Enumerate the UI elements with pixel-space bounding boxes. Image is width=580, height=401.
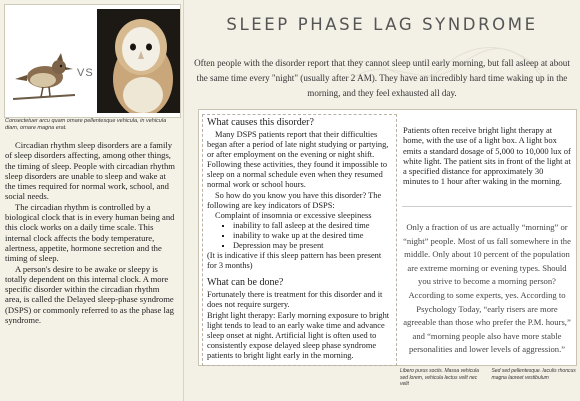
middle-paragraph: Fortunately there is treatment for this disorder and it does not require surgery. <box>207 290 383 310</box>
left-column <box>0 0 184 401</box>
left-paragraph: A person's desire to be awake or sleepy is totally dependent on this internal clock. A more specific disorder within the circadian rhythm area, is called the Delayed sleep-phase syndrome (DSPS) or commonly referred to as the phase lag syndrome. <box>5 263 174 326</box>
middle-paragraph: So how do you know you have this disorder? The following are key indicators of DSPS: <box>207 190 382 210</box>
middle-paragraph: Many DSPS patients report that their difficulties began after a period of late night studying or partying, or after employment on the evening or night shift. Following these activities, they found it impossible to sleep on a normal schedule even when they resumed normal work or school hours. <box>207 130 389 190</box>
indicator-list <box>207 221 393 251</box>
footer-caption-right: Sed sed pellentesque. Iaculis rhoncus magna laoreet vestibulum <box>491 368 576 381</box>
owl-photo <box>97 9 180 113</box>
section-heading: What can be done? <box>207 277 284 289</box>
list-item: ▪ inability to wake up at the desired time <box>233 231 393 241</box>
photo-comparison <box>4 4 181 118</box>
vs-label: VS <box>77 67 94 79</box>
page-title: SLEEP PHASE LAG SYNDROME <box>226 15 538 34</box>
photo-caption: Consectetuer arcu quam ornare pellentesque vehicula, in vehicula diam, ornare magna erat. <box>5 118 167 131</box>
owl-icon <box>97 9 180 113</box>
left-article <box>5 140 177 325</box>
indicator-note: (It is indicative if this sleep pattern has been present for 3 months) <box>207 251 382 271</box>
footer-captions <box>400 368 576 388</box>
list-item: ▪ inability to fall asleep at the desired time <box>233 221 393 231</box>
left-paragraph: The circadian rhythm is controlled by a biological clock that is in every human being and this clock works on a daily time scale. This internal clock affects the body temperature, alertness, appetite, hormone secretion and the timing of sleep. <box>5 201 175 264</box>
morning-person-quote: Only a fraction of us are actually “morning” or “night” people. Most of us fall somewhere in the middle. Only about 10 percent of the population are extreme morning or evening types. Should you strive to become a morning person? According to some experts, yes. According to Psychology Today, “early risers are more agreeable than those who prefer the P.M. hours,” and “morning people also have more stable personalities and lower levels of aggression.” <box>403 222 571 355</box>
left-paragraph: Circadian rhythm sleep disorders are a family of sleep disorders affecting, among other things, the timing of sleep. People with circadian rhythm sleep disorders are unable to sleep and wake at the times required for normal work, school, and social needs. <box>5 140 175 202</box>
footer-caption-left: Libero purus sociis. Massa vehicula sed lorem, vehicula lectus velit nec velit <box>400 368 479 387</box>
divider <box>402 206 572 207</box>
middle-column <box>202 114 397 366</box>
section-heading: What causes this disorder? <box>207 117 314 128</box>
middle-article <box>207 117 393 361</box>
list-item: ▪ Depression may be present <box>233 241 393 251</box>
light-therapy-text: Patients often receive bright light therapy at home, with the use of a light box. A light box emits a standard dosage of 5,000 to 10,000 lux of white light. The patient sits in front of the light at a specified distance for approximately 30 minutes to 1 hour after waking in the morning. <box>403 125 571 187</box>
complaint-line: Complaint of insomnia or excessive sleepiness <box>215 210 372 220</box>
lark-bird-icon <box>13 47 75 105</box>
intro-text: Often people with the disorder report that they cannot sleep until early morning, but fall asleep at about the same time every "night" (usually after 2 AM). They have an incredibly hard time waking up in the morning, and they feel exhausted all day. <box>194 58 570 98</box>
main-content-box <box>198 109 577 366</box>
middle-paragraph: Bright light therapy: Early morning exposure to bright light tends to lead to an early wake time and advance sleep onset at night. Artificial light is often used to consistently expose delayed sleep phase syndrome patients to bright light early in the morning. <box>207 310 390 360</box>
